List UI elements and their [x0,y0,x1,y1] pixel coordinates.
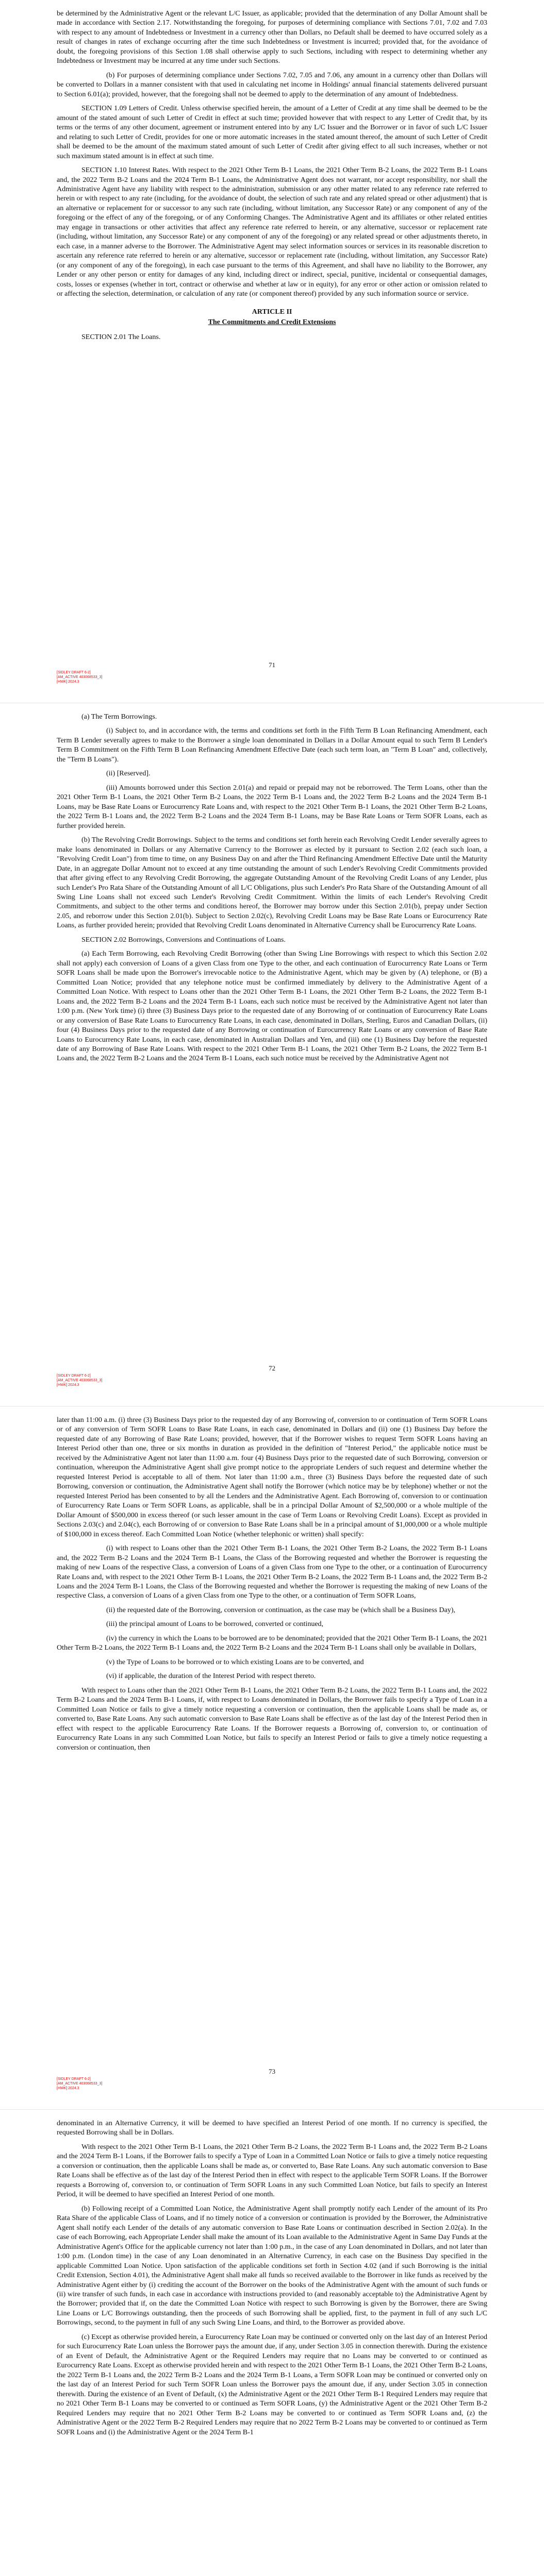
page-number: 73 [269,2067,275,2075]
stamp-line: [AM_ACTIVE 403068533_3] [57,1378,103,1382]
article-number: ARTICLE II [252,308,292,316]
draft-stamp [57,1374,102,1387]
stamp-line: [HWK] 2024.3 [57,2086,79,2090]
body-paragraph: (ii) [Reserved]. [106,770,151,778]
body-paragraph: (a) The Term Borrowings. [81,713,157,721]
document-page [0,2110,544,2576]
document-page [0,1406,544,2110]
body-paragraph: (b) For purposes of determining compliance under Sections 7.02, 7.05 and 7.06, any amount in a currency other than Dollars will be converted to Dollars in a manner consistent with that used in calculating net income in Holdings' annual financial statements delivered pursuant to Section 6.01(a); provided, however, that the foregoing shall not be deemed to apply to the determination of any amount of Indebtedness. [57,71,487,98]
body-paragraph: denominated in an Alternative Currency, it will be deemed to have specified an Interest Period of one month. If no currency is specified, the requested Borrowing shall be in Dollars. [57,2120,487,2137]
body-paragraph: (ii) the requested date of the Borrowing, conversion or continuation, as the case may be (which shall be a Business Day), [106,1606,455,1614]
article-title: The Commitments and Credit Extensions [208,318,336,327]
page-footer [57,1364,487,1395]
body-paragraph: (b) Following receipt of a Committed Loan Notice, the Administrative Agent shall promptly notify each Lender of the amount of its Pro Rata Share of the applicable Class of Loans, and if no timely notice of a conversion or continuation is provided by the Borrower, the Administrative Agent shall notify each Lender of the details of any automatic conversion to Base Rate Loans or continuation described in Section 2.02(a). In the case of each Borrowing, each Appropriate Lender shall make the amount of its Loan available to the Administrative Agent in Same Day Funds at the Administrative Agent's Office for the applicable currency not later than 1:00 p.m., in the case of any Loan denominated in Dollars, and not later than 1:00 p.m. (London time) in the case of any Loan denominated in an Alternative Currency, in each case on the Business Day specified in the applicable Committed Loan Notice. Upon satisfaction of the applicable conditions set forth in Section 4.02 (and if such Borrowing is the initial Credit Extension, Section 4.01), the Administrative Agent shall make all funds so received available to the Borrower in like funds as received by the Administrative Agent either by (i) crediting the account of the Borrower on the books of the Administrative Agent with the amount of such funds or (ii) wire transfer of such funds, in each case in accordance with instructions provided to (and reasonably acceptable to) the Administrative Agent by the Borrower; provided that if, on the date the Committed Loan Notice with respect to such Borrowing is given by the Borrower, there are Swing Line Loans or L/C Borrowings outstanding, then the proceeds of such Borrowing shall be applied, first, to the payment in full of any such L/C Borrowings, second, to the payment in full of any such Swing Line Loans, and third, to the Borrower as provided above. [57,2205,487,2327]
section-heading: SECTION 2.01 The Loans. [81,333,161,341]
stamp-line: [SIDLEY DRAFT 6-2] [57,1374,91,1378]
page-footer [57,2067,487,2098]
stamp-line: [HWK] 2024.3 [57,1383,79,1387]
body-paragraph: (v) the Type of Loans to be borrowed or to which existing Loans are to be converted, and [106,1658,364,1666]
body-paragraph: be determined by the Administrative Agent or the relevant L/C Issuer, as applicable; provided that the determination of any Dollar Amount shall be made in accordance with Section 2.17. Notwithstanding the foregoing, for purposes of determining compliance with Sections 7.01, 7.02 and 7.03 with respect to any amount of Indebtedness or Investment in a currency other than Dollars, no Default shall be deemed to have occurred solely as a result of changes in rates of exchange occurring after the time such Indebtedness or Investment is incurred; provided that, for the avoidance of doubt, the foregoing provisions of this Section 1.08 shall otherwise apply to such Sections, including with respect to determining whether any Indebtedness or Investment may be incurred at any time under such Sections. [57,10,487,65]
body-paragraph: (c) Except as otherwise provided herein, a Eurocurrency Rate Loan may be continued or converted only on the last day of an Interest Period for such Eurocurrency Rate Loan unless the Borrower pays the amount due, if any, under Section 3.05 in connection therewith. During the existence of an Event of Default, the Administrative Agent or the Required Lenders may require that no Loans may be converted to or continued as Eurocurrency Rate Loans. Except as otherwise provided herein and with respect to the 2021 Other Term B-1 Loans, the 2021 Other Term B-2 Loans, the 2022 Term B-1 Loans and, the 2022 Term B-2 Loans and the 2024 Term B-1 Loans, a Term SOFR Loan may be continued or converted only on the last day of an Interest Period for such Term SOFR Loan unless the Borrower pays the amount due, if any, under Section 3.05 in connection therewith. During the existence of an Event of Default, (x) the Administrative Agent or the 2021 Other Term B-1 Required Lenders may require that no 2021 Other Term B-1 Loans may be converted to or continued as Term SOFR Loans, (y) the Administrative Agent or the 2021 Other Term B-2 Required Lenders may require that no 2021 Other Term B-2 Loans may be converted to or continued as Term SOFR Loans and, (z) the Administrative Agent or the 2022 Term B-2 Required Lenders may require that no 2022 Term B-2 Loans may be converted to or continued as Term SOFR Loans and (i) the Administrative Agent or the 2024 Term B-1 [57,2333,487,2436]
stamp-line: [AM_ACTIVE 403068533_3] [57,2081,103,2086]
page-number: 71 [269,661,275,669]
page-footer [57,660,487,691]
document-page [0,703,544,1406]
body-paragraph: (vi) if applicable, the duration of the Interest Period with respect thereto. [106,1672,316,1681]
stamp-line: [HWK] 2024.3 [57,680,79,684]
draft-stamp [57,671,102,684]
stamp-line: [SIDLEY DRAFT 6-2] [57,671,91,674]
body-paragraph: With respect to the 2021 Other Term B-1 Loans, the 2021 Other Term B-2 Loans, the 2022 Term B-1 Loans and, the 2022 Term B-2 Loans and the 2024 Term B-1 Loans, if the Borrower fails to specify a Type of Loan in a Committed Loan Notice or fails to give a timely notice requesting a conversion or continuation, then the applicable Loans shall be made as, or converted to, Base Rate Loans. Any such automatic conversion to Base Rate Loans shall be effective as of the last day of the Interest Period then in effect with respect to the applicable Term SOFR Loans. If the Borrower requests a Borrowing of, conversion to, or continuation of Term SOFR Loans in any such Committed Loan Notice, but fails to specify an Interest Period, it will be deemed to have specified an Interest Period of one month. [57,2143,487,2199]
body-paragraph: later than 11:00 a.m. (i) three (3) Business Days prior to the requested day of any Borrowing of, conversion to or continuation of Term SOFR Loans or of any conversion of Term SOFR Loans to Base Rate Loans, in each case, denominated in Dollars and (ii) one (1) Business Day before the requested date of any Borrowing of Base Rate Loans; provided, however, that if the Borrower wishes to request Term SOFR Loans having an Interest Period other than one, three or six months in duration as provided in the definition of "Interest Period," the applicable notice must be received by the Administrative Agent not later than 11:00 a.m. four (4) Business Days prior to the requested date of such Borrowing, conversion or continuation, whereupon the Administrative Agent shall give prompt notice to the appropriate Lenders of such request and determine whether the requested Interest Period is acceptable to all of them. Not later than 11:00 a.m., three (3) Business Days before the requested date of such Borrowing, conversion or continuation, the Administrative Agent shall notify the Borrower (which notice may be by telephone) whether or not the requested Interest Period has been consented to by all the Lenders and the Administrative Agent. Each Borrowing of, conversion to or continuation of Eurocurrency Rate Loans or Term SOFR Loans, as applicable, shall be in a principal Dollar Amount of $2,500,000 or a whole multiple of the Dollar Amount of $500,000 in excess thereof (or such lesser amount in the case of Term Loans or Revolving Credit Loans). Except as provided in Sections 2.03(c) and 2.04(c), each Borrowing of or conversion to Base Rate Loans shall be in a principal amount of $1,000,000 or a whole multiple of $100,000 in excess thereof. Each Committed Loan Notice (whether telephonic or written) shall specify: [57,1416,487,1538]
body-paragraph: (iii) Amounts borrowed under this Section 2.01(a) and repaid or prepaid may not be reborrowed. The Term Loans, other than the 2021 Other Term B-1 Loans, the 2021 Other Term B-2 Loans, the 2022 Term B-1 Loans and, the 2022 Term B-2 Loans and the 2024 Term B-1 Loans, may be Base Rate Loans or Eurocurrency Rate Loans and, with respect to the 2021 Other Term B-1 Loans, the 2021 Other Term B-2 Loans, the 2022 Term B-1 Loans and, the 2022 Term B-2 Loans and the 2024 Term B-1 Loans, may be Base Rate Loans or Term SOFR Loans, each as further provided herein. [57,784,487,830]
body-paragraph: (iv) the currency in which the Loans to be borrowed are to be denominated; provided that the 2021 Other Term B-1 Loans, the 2021 Other Term B-2 Loans, the 2022 Term B-1 Loans and, the 2022 Term B-2 Loans and the 2024 Term B-1 Loans shall only be available in Dollars, [57,1634,487,1652]
draft-stamp [57,2077,102,2091]
body-paragraph: (b) The Revolving Credit Borrowings. Subject to the terms and conditions set forth herein each Revolving Credit Lender severally agrees to make loans denominated in Dollars or any Alternative Currency to the Borrower as elected by it pursuant to Section 2.02 (each such loan, a "Revolving Credit Loan") from time to time, on any Business Day on and after the Third Refinancing Amendment Effective Date until the Maturity Date, in an aggregate Dollar Amount not to exceed at any time outstanding the amount of such Lender's Revolving Credit Commitments provided that after giving effect to any Revolving Credit Borrowing, the aggregate Outstanding Amount of the Revolving Credit Loans of any Lender, plus such Lender's Pro Rata Share of the Outstanding Amount of all L/C Obligations, plus such Lender's Pro Rata Share of the Outstanding Amount of all Swing Line Loans shall not exceed such Lender's Revolving Credit Commitment. Within the limits of each Lender's Revolving Credit Commitments, and subject to the other terms and conditions hereof, the Borrower may borrow under this Section 2.01(b), prepay under Section 2.05, and reborrow under this Section 2.01(b). Subject to Section 2.02(c), Revolving Credit Loans may be Base Rate Loans or Eurocurrency Rate Loans, as further provided herein; provided that Revolving Credit Loans denominated in Alternative Currency shall be Eurocurrency Rate Loans. [57,836,487,930]
body-paragraph: With respect to Loans other than the 2021 Other Term B-1 Loans, the 2021 Other Term B-2 Loans, the 2022 Term B-1 Loans and, the 2022 Term B-2 Loans and the 2024 Term B-1 Loans, if, with respect to Loans denominated in Dollars, the Borrower fails to specify a Type of Loan in a Committed Loan Notice or fails to give a timely notice requesting a conversion or continuation, then the applicable Loans shall be made as, or converted to, Base Rate Loans. Any such automatic conversion to Base Rate Loans shall be effective as of the last day of the Interest Period then in effect with respect to the applicable Eurocurrency Rate Loans. If the Borrower requests a Borrowing of, conversion to, or continuation of Eurocurrency Rate Loans in any such Committed Loan Notice, but fails to specify an Interest Period or fails to give a timely notice requesting a conversion or continuation, then [57,1686,487,1752]
stamp-line: [AM_ACTIVE 403068533_3] [57,675,103,679]
body-paragraph: (a) Each Term Borrowing, each Revolving Credit Borrowing (other than Swing Line Borrowings with respect to which this Section 2.02 shall not apply) each conversion of Loans of a given Class from one Type to the other, and each continuation of Eurocurrency Rate Loans or Term SOFR Loans shall be made upon the Borrower's irrevocable notice to the Administrative Agent, which may be given by (A) telephone, or (B) a Committed Loan Notice; provided that any telephone notice must be confirmed immediately by delivery to the Administrative Agent of a Committed Loan Notice. With respect to Loans other than the 2021 Other Term B-1 Loans, the 2021 Other Term B-2 Loans, the 2022 Term B-1 Loans and, the 2022 Term B-2 Loans and the 2024 Term B-1 Loans, each such notice must be received by the Administrative Agent not later than 1:00 p.m. (New York time) (i) three (3) Business Days prior to the requested date of any Borrowing of or continuation of Eurocurrency Rate Loans or any conversion of Base Rate Loans to Eurocurrency Rate Loans, in each case, denominated in Dollars, Sterling, Euros and Canadian Dollars, (ii) four (4) Business Days prior to the requested date of any Borrowing or continuation of Eurocurrency Rate Loans or any conversion of Base Rate Loans to Eurocurrency Rate Loans, in each case, denominated in Australian Dollars and Yen, and (iii) one (1) Business Day before the requested date of any Borrowing of Base Rate Loans. With respect to the 2021 Other Term B-1 Loans, the 2021 Other Term B-2 Loans, the 2022 Term B-1 Loans and, the 2022 Term B-2 Loans and the 2024 Term B-1 Loans, each such notice must be received by the Administrative Agent not [57,950,487,1063]
stamp-line: [SIDLEY DRAFT 6-2] [57,2077,91,2081]
body-paragraph: SECTION 1.09 Letters of Credit. Unless otherwise specified herein, the amount of a Letter of Credit at any time shall be deemed to be the amount of the stated amount of such Letter of Credit in effect at such time; provided however that with respect to any Letter of Credit that, by its terms or the terms of any other document, agreement or instrument entered into by any L/C Issuer and the Borrower or in favor of such L/C Issuer and relating to such Letter of Credit, provides for one or more automatic increases in the stated amount thereof, the amount of such Letter of Credit shall be deemed to be the amount of the maximum stated amount of such Letter of Credit after giving effect to all such increases, whether or not such maximum stated amount is in effect at such time. [57,105,487,160]
document-page [0,0,544,703]
body-paragraph: (iii) the principal amount of Loans to be borrowed, converted or continued, [106,1620,324,1629]
section-heading: SECTION 2.02 Borrowings, Conversions and Continuations of Loans. [81,936,286,944]
body-paragraph: (i) with respect to Loans other than the 2021 Other Term B-1 Loans, the 2021 Other Term B-2 Loans, the 2022 Term B-1 Loans and, the 2022 Term B-2 Loans and the 2024 Term B-1 Loans, the Class of the Borrowing requested and whether the Borrower is requesting the making of new Loans of the respective Class, a conversion of Loans of a given Class from one Type to the other, or a continuation of Eurocurrency Rate Loans and, with respect to the 2021 Other Term B-1 Loans, the 2021 Other Term B-2 Loans, the 2022 Term B-1 Loans and, the 2022 Term B-2 Loans and the 2024 Term B-1 Loans, the Class of the Borrowing requested and whether the Borrower is requesting the making of new Loans of the respective Class, a conversion of Loans of a given Class from one Type to the other, or a continuation of Term SOFR Loans, [57,1545,487,1600]
body-paragraph: (i) Subject to, and in accordance with, the terms and conditions set forth in the Fifth Term B Loan Refinancing Amendment, each Term B Lender severally agrees to make to the Borrower a single loan denominated in Dollars in a Dollar Amount equal to such Term B Lender's Term B Commitment on the Fifth Term B Loan Refinancing Amendment Effective Date (each such term loan, an "Term B Loan" and, collectively, the "Term B Loans"). [57,727,487,764]
page-number: 72 [269,1364,275,1372]
body-paragraph: SECTION 1.10 Interest Rates. With respect to the 2021 Other Term B-1 Loans, the 2021 Other Term B-2 Loans, the 2022 Term B-1 Loans and, the 2022 Term B-2 Loans and the 2024 Term B-1 Loans, the Administrative Agent does not warrant, nor accept responsibility, nor shall the Administrative Agent have any liability with respect to the administration, submission or any other matter related to any reference rate referred to herein or with respect to any rate (including, for the avoidance of doubt, the selection of such rate and any related spread or other adjustment) that is an alternative or replacement for or successor to any such rate (including, without limitation, any Successor Rate) or any component of any of the foregoing or the effect of any of the foregoing, or of any Conforming Changes. The Administrative Agent and its affiliates or other related entities may engage in transactions or other activities that affect any reference rate referred to herein, or any alternative, successor or replacement rate (including, without limitation, any Successor Rate) or any component of any of the foregoing) or any related spread or other adjustments thereto, in each case, in a manner adverse to the Borrower. The Administrative Agent may select information sources or services in its reasonable discretion to ascertain any reference rate referred to herein or any alternative, successor or replacement rate (including, without limitation, any Successor Rate) (or any component of any of the foregoing), in each case pursuant to the terms of this Agreement, and shall have no liability to the Borrower, any Lender or any other person or entity for damages of any kind, including direct or indirect, special, punitive, incidental or consequential damages, costs, losses or expenses (whether in tort, contract or otherwise and whether at law or in equity), for any error or other action or omission related to or affecting the selection, determination, or calculation of any rate (or component thereof) provided by any such information source or service. [57,166,487,298]
